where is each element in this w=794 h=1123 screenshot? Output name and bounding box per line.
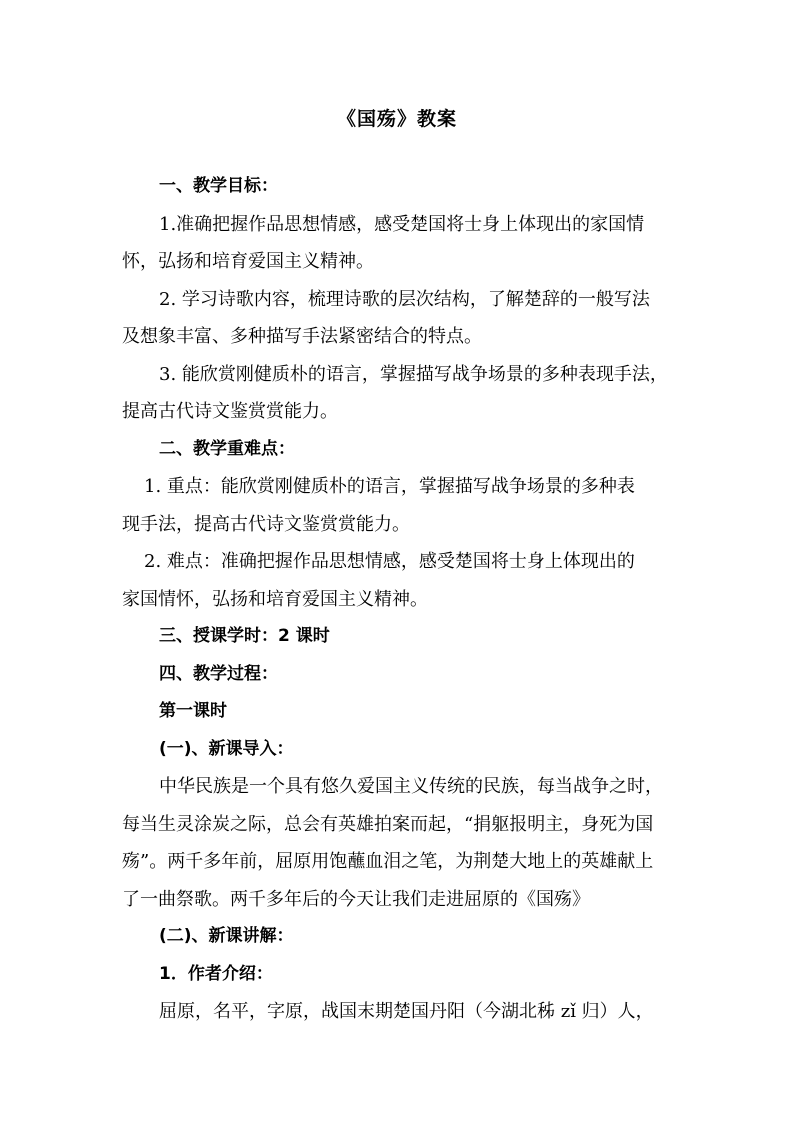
subheading-first-lesson: 第一课时	[159, 701, 227, 721]
paragraph-line: 每当生灵涂炭之际，总会有英雄拍案而起，“捐躯报明主，身死为国	[122, 813, 654, 835]
paragraph-line: 1.准确把握作品思想情感，感受楚国将士身上体现出的家国情	[159, 213, 645, 235]
section-heading-hours: 三、授课学时：2 课时	[159, 626, 330, 646]
paragraph-line: 现手法，提高古代诗文鉴赏赏能力。	[122, 513, 410, 535]
paragraph-line: 及想象丰富、多种描写手法紧密结合的特点。	[122, 326, 482, 347]
paragraph-line: 了一曲祭歌。两千多年后的今天让我们走进屈原的《国殇》	[122, 888, 590, 910]
paragraph-line: 提高古代诗文鉴赏赏能力。	[122, 401, 338, 422]
paragraph-line: 中华民族是一个具有悠久爱国主义传统的民族，每当战争之时，	[159, 776, 663, 797]
paragraph-line: 怀，弘扬和培育爱国主义精神。	[122, 251, 374, 272]
subheading-author-intro: 1．作者介绍：	[159, 963, 273, 984]
paragraph-line: 家国情怀，弘扬和培育爱国主义精神。	[122, 588, 428, 610]
document-body	[122, 168, 682, 1031]
section-heading-key-points: 二、教学重难点：	[159, 438, 295, 459]
paragraph-line: 2. 难点：准确把握作品思想情感，感受楚国将士身上体现出的	[144, 551, 635, 572]
document-title: 《国殇》教案	[336, 108, 457, 130]
subheading-new-lesson: (二)、新课讲解：	[159, 926, 294, 946]
paragraph-line: 2. 学习诗歌内容，梳理诗歌的层次结构，了解楚辞的一般写法	[159, 288, 650, 310]
paragraph-line: 屈原，名平，字原，战国末期楚国丹阳（今湖北秭 zǐ 归）人，	[159, 1001, 654, 1022]
paragraph-line: 3. 能欣赏刚健质朴的语言，掌握描写战争场景的多种表现手法，	[159, 363, 668, 385]
paragraph-line: 殇”。两千多年前，屈原用饱蘸血泪之笔，为荆楚大地上的英雄献上	[122, 851, 654, 872]
section-heading-objectives: 一、教学目标：	[159, 176, 278, 196]
subheading-introduction: (一)、新课导入：	[159, 738, 294, 759]
paragraph-line: 1. 重点：能欣赏刚健质朴的语言，掌握描写战争场景的多种表	[144, 476, 635, 497]
section-heading-process: 四、教学过程：	[159, 663, 278, 684]
